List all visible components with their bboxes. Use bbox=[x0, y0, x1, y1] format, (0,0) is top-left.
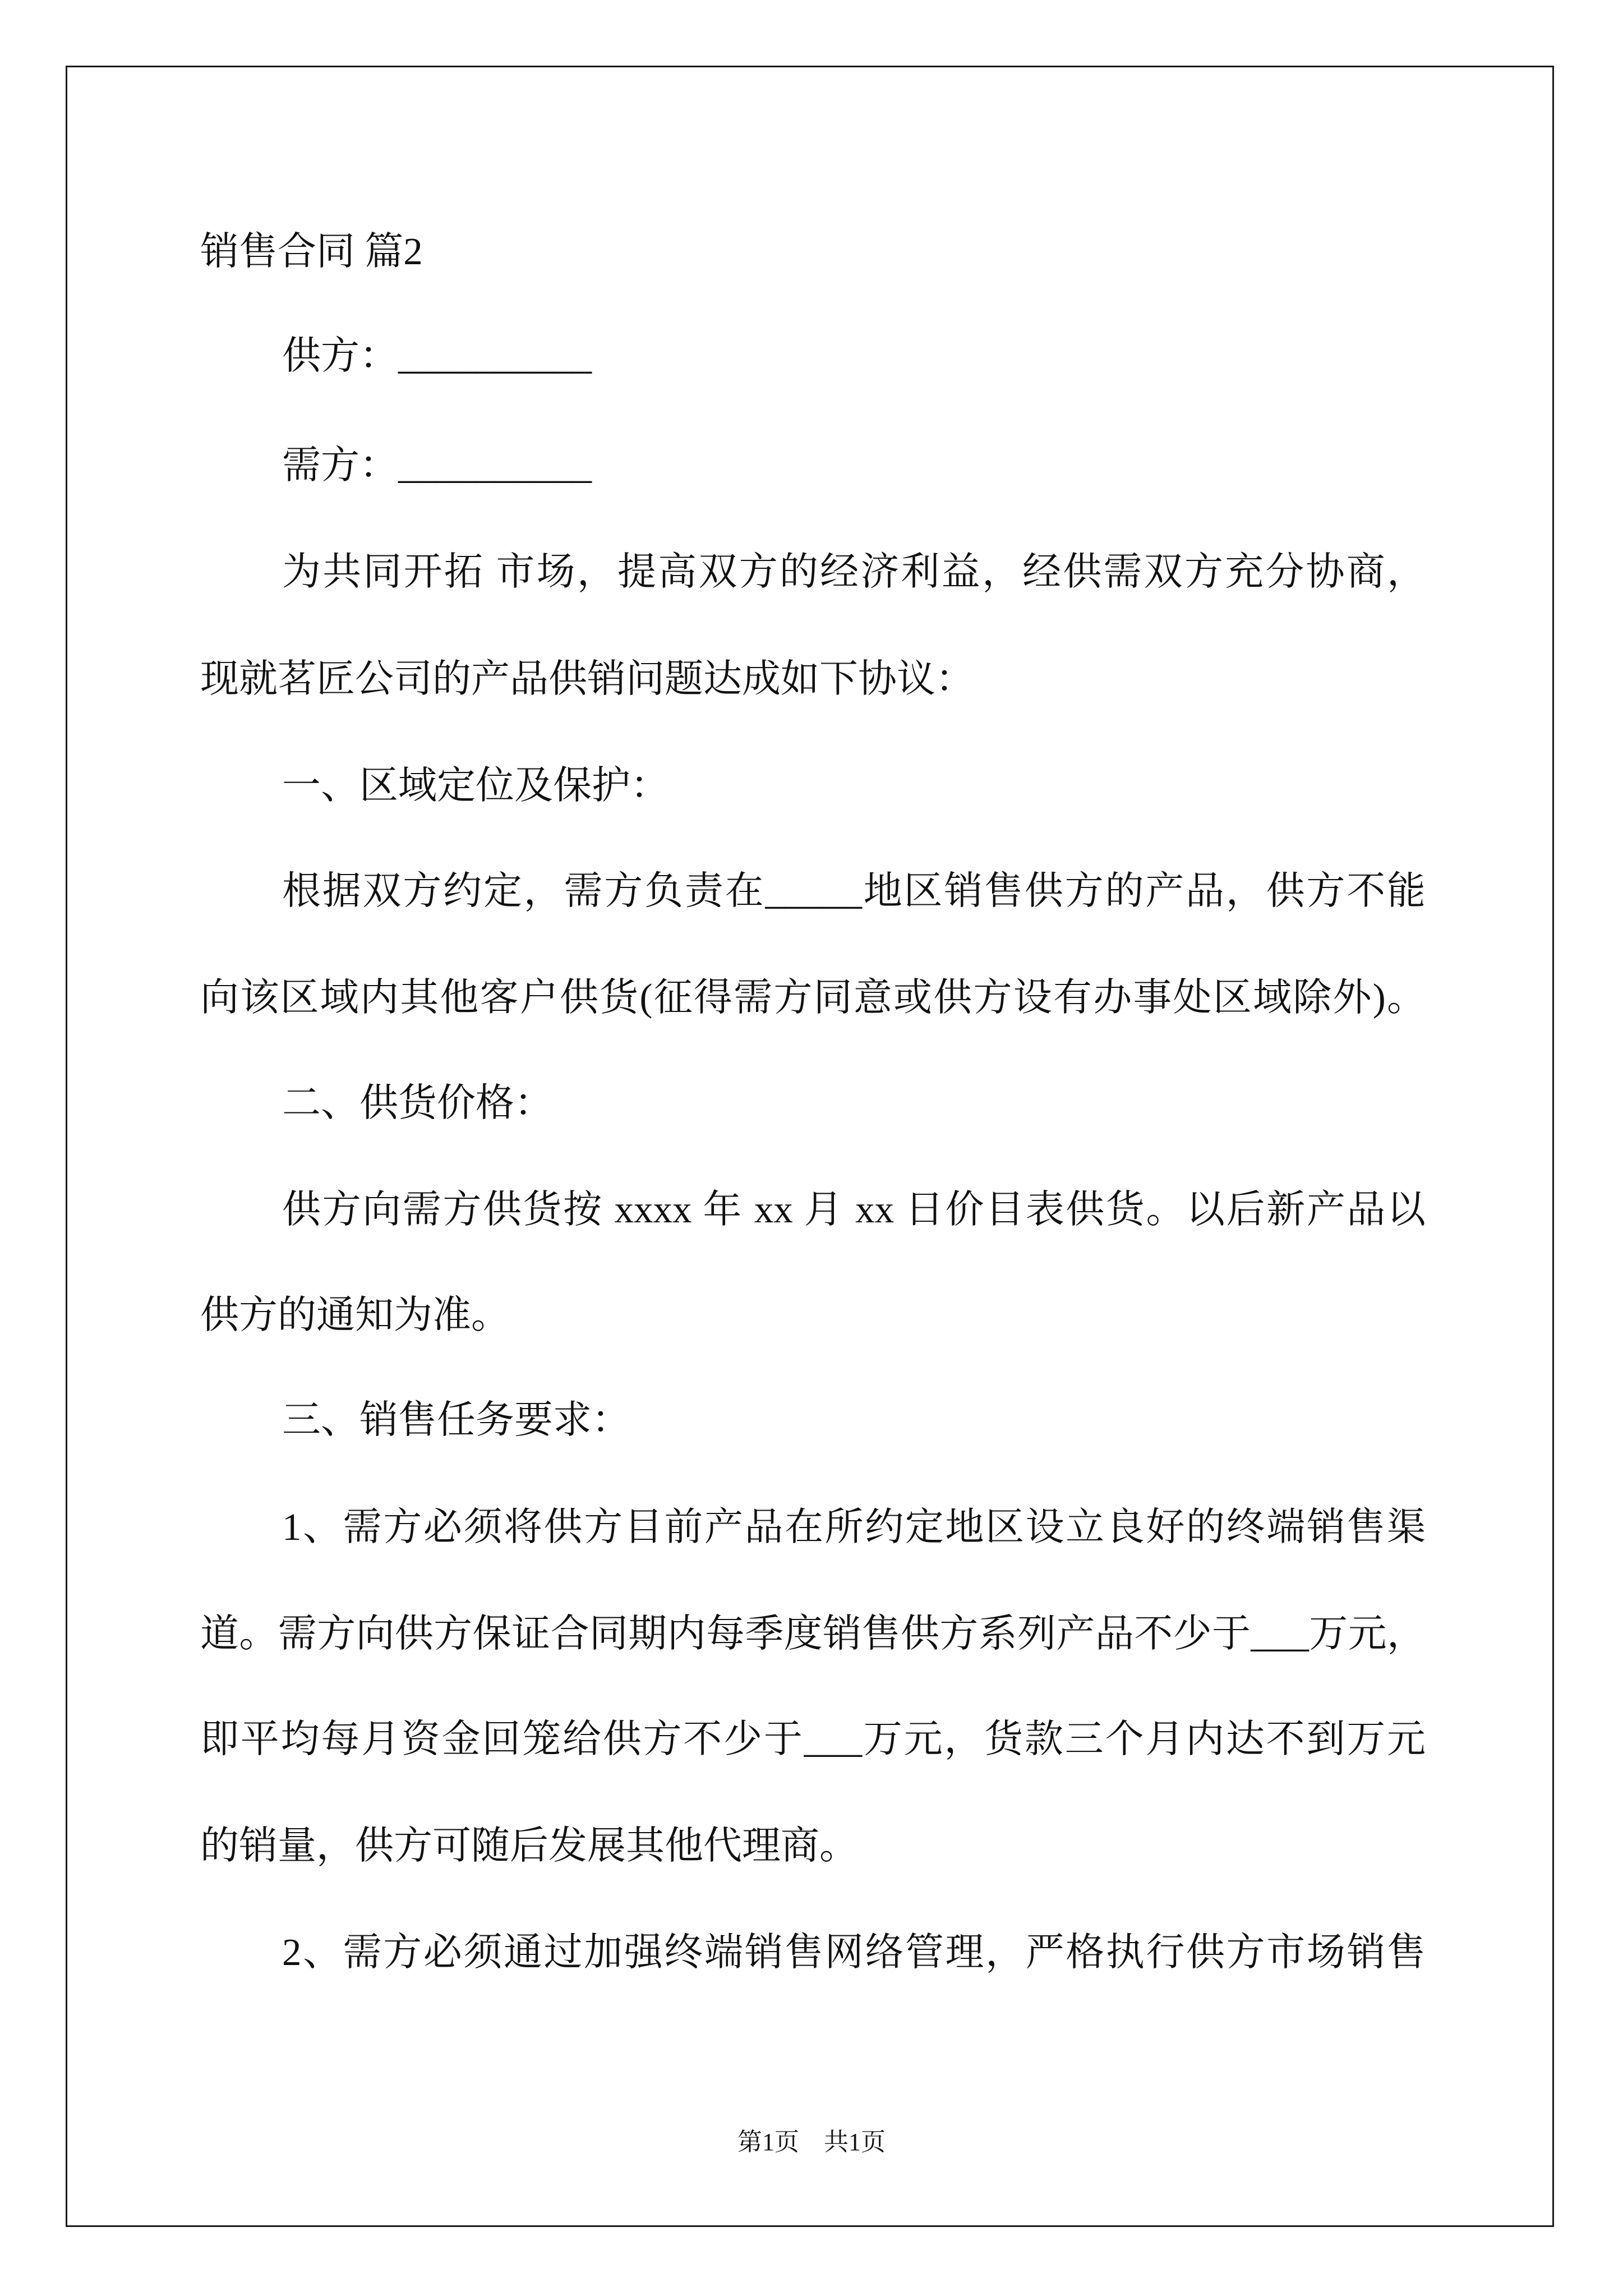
section-heading: 三、销售任务要求： bbox=[282, 1398, 630, 1441]
clause-line: 的销量，供方可随后发展其他代理商。 bbox=[200, 1824, 858, 1867]
intro-line: 现就茗匠公司的产品供销问题达成如下协议： bbox=[200, 657, 974, 700]
document-title: 销售合同 篇2 bbox=[200, 230, 423, 273]
section-heading: 二、供货价格： bbox=[282, 1082, 553, 1124]
page-number: 第1页 共1页 bbox=[737, 2128, 886, 2156]
clause-line: 即平均每月资金回笼给供方不少于___万元，货款三个月内达不到万元 bbox=[200, 1718, 1426, 1760]
section-body-line: 向该区域内其他客户供货(征得需方同意或供方设有办事处区域除外)。 bbox=[200, 976, 1426, 1019]
clause-line: 道。需方向供方保证合同期内每季度销售供方系列产品不少于___万元， bbox=[200, 1612, 1426, 1655]
page-frame bbox=[66, 66, 1554, 2227]
section-body-line: 根据双方约定，需方负责在_____地区销售供方的产品，供方不能 bbox=[282, 869, 1426, 912]
section-body-line: 供方的通知为准。 bbox=[200, 1294, 510, 1336]
supplier-line: 供方：__________ bbox=[282, 334, 592, 377]
section-body-line: 供方向需方供货按 xxxx 年 xx 月 xx 日价目表供货。以后新产品以 bbox=[282, 1188, 1426, 1231]
buyer-line: 需方：__________ bbox=[282, 444, 592, 486]
clause-line: 2、需方必须通过加强终端销售网络管理，严格执行供方市场销售 bbox=[282, 1931, 1426, 1973]
section-heading: 一、区域定位及保护： bbox=[282, 764, 669, 807]
intro-line: 为共同开拓 市场，提高双方的经济利益，经供需双方充分协商， bbox=[282, 550, 1426, 593]
clause-line: 1、需方必须将供方目前产品在所约定地区设立良好的终端销售渠 bbox=[282, 1506, 1426, 1548]
